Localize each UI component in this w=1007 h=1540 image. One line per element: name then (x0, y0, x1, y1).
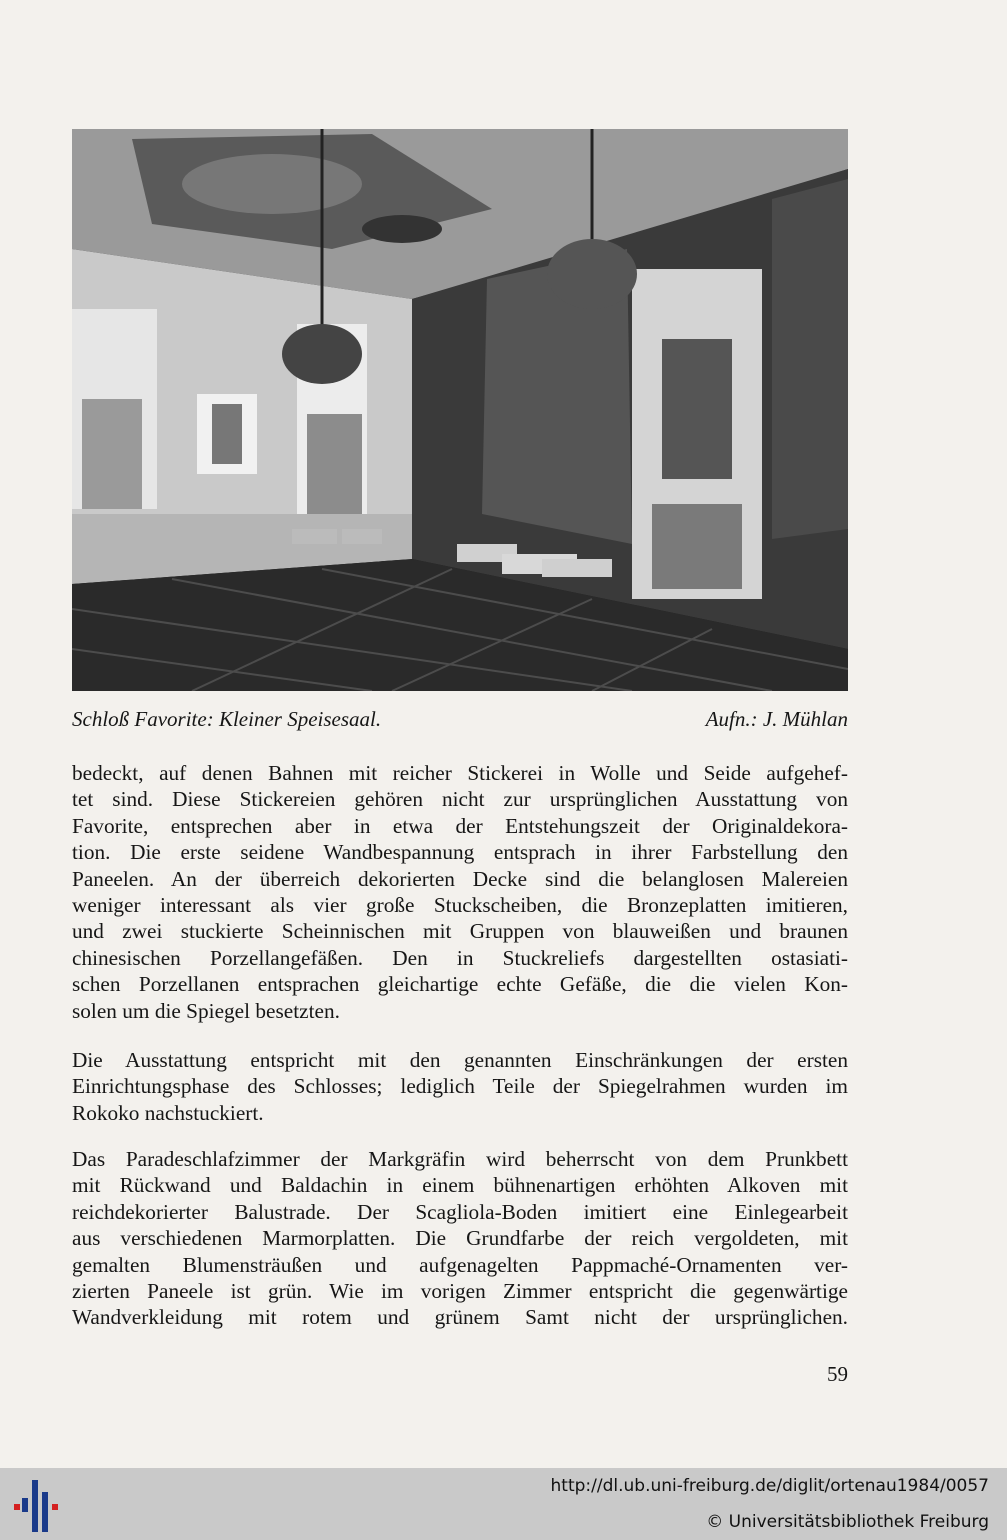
text-line: tet sind. Diese Stickereien gehören nicht zur ursprünglichen Ausstattung von (72, 787, 848, 812)
source-url-link[interactable]: http://dl.ub.uni-freiburg.de/diglit/ortenau1984/0057 (550, 1476, 989, 1496)
text-line: gemalten Blumensträußen und aufgenagelten Pappmaché-Ornamenten ver- (72, 1252, 848, 1277)
text-line: Paneelen. An der überreich dekorierten Decke sind die belanglosen Malereien (72, 866, 848, 891)
page-number: 59 (827, 1362, 848, 1386)
photo-caption (72, 706, 848, 732)
text-line: mit Rückwand und Baldachin in einem bühnenartigen erhöhten Alkoven mit (72, 1173, 848, 1198)
text-line: Rokoko nachstuckiert. (72, 1100, 264, 1125)
copyright-text: © Universitätsbibliothek Freiburg (706, 1512, 989, 1532)
text-line: aus verschiedenen Marmorplatten. Die Grundfarbe der reich vergoldeten, mit (72, 1226, 848, 1251)
text-line: schen Porzellanen entsprachen gleichartige echte Gefäße, die die vielen Kon- (72, 972, 848, 997)
text-line: bedeckt, auf denen Bahnen mit reicher Stickerei in Wolle und Seide aufgehef- (72, 761, 848, 785)
caption-title: Schloß Favorite: Kleiner Speisesaal. (72, 707, 382, 731)
text-line: solen um die Spiegel besetzten. (72, 998, 340, 1023)
library-footer (0, 1468, 1007, 1540)
caption-credit: Aufn.: J. Mühlan (705, 707, 848, 731)
text-line: reichdekorierter Balustrade. Der Scagliola-Boden imitiert eine Einlegearbeit (72, 1199, 848, 1224)
text-line: Die Ausstattung entspricht mit den genannten Einschränkungen der ersten (72, 1048, 848, 1072)
paragraph-1 (72, 760, 848, 1024)
text-line: zierten Paneele ist grün. Wie im vorigen Zimmer entspricht die gegenwärtige (72, 1279, 848, 1304)
paragraph-2 (72, 1047, 848, 1126)
text-line: Das Paradeschlafzimmer der Markgräfin wird beherrscht von dem Prunkbett (72, 1147, 848, 1171)
text-line: chinesischen Porzellangefäßen. Den in Stuckreliefs dargestellten ostasiati- (72, 945, 848, 970)
interior-photo (72, 129, 848, 691)
library-logo-icon (12, 1478, 64, 1534)
text-line: Favorite, entsprechen aber in etwa der Entstehungszeit der Originaldekora- (72, 813, 848, 838)
text-line: tion. Die erste seidene Wandbespannung entsprach in ihrer Farbstellung den (72, 840, 848, 865)
text-line: Einrichtungsphase des Schlosses; lediglich Teile der Spiegelrahmen wurden im (72, 1074, 848, 1099)
text-line: weniger interessant als vier große Stuckscheiben, die Bronzeplatten imitieren, (72, 893, 848, 918)
paragraph-3 (72, 1146, 848, 1331)
text-line: und zwei stuckierte Scheinnischen mit Gruppen von blauweißen und braunen (72, 919, 848, 944)
text-line: Wandverkleidung mit rotem und grünem Samt nicht der ursprünglichen. (72, 1305, 848, 1330)
photo-image (72, 129, 848, 691)
